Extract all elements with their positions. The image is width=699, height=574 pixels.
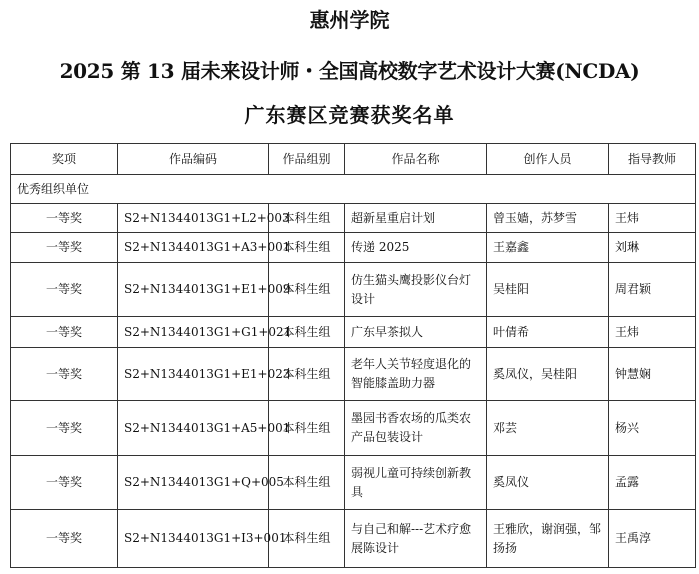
cell-award: 一等奖 bbox=[11, 233, 118, 263]
cell-work-name: 与自己和解---艺术疗愈展陈设计 bbox=[345, 510, 487, 568]
cell-group: 本科生组 bbox=[269, 401, 345, 456]
section-row bbox=[11, 175, 696, 204]
cell-work-name: 传递 2025 bbox=[345, 233, 487, 263]
table-row bbox=[11, 348, 696, 401]
cell-award: 一等奖 bbox=[11, 401, 118, 456]
cell-code: S2+N1344013G1+A3+001 bbox=[118, 233, 269, 263]
cell-work-name: 墨园书香农场的瓜类农产品包装设计 bbox=[345, 401, 487, 456]
doc-title-school: 惠州学院 bbox=[309, 8, 390, 32]
table-row bbox=[11, 204, 696, 233]
awards-table bbox=[10, 143, 696, 568]
cell-code: S2+N1344013G1+I3+001 bbox=[118, 510, 269, 568]
header-work-name: 作品名称 bbox=[345, 144, 487, 175]
cell-creators: 王雅欣，谢润强，邹扬扬 bbox=[487, 510, 609, 568]
cell-creators: 吴桂阳 bbox=[487, 263, 609, 317]
cell-award: 一等奖 bbox=[11, 348, 118, 401]
cell-advisor: 钟慧娴 bbox=[609, 348, 696, 401]
section-label: 优秀组织单位 bbox=[11, 175, 696, 204]
cell-code: S2+N1344013G1+E1+009 bbox=[118, 263, 269, 317]
cell-work-name: 弱视儿童可持续创新教具 bbox=[345, 456, 487, 510]
cell-creators: 曾玉嫱，苏梦雪 bbox=[487, 204, 609, 233]
cell-award: 一等奖 bbox=[11, 263, 118, 317]
cell-creators: 叶倩希 bbox=[487, 317, 609, 348]
cell-award: 一等奖 bbox=[11, 204, 118, 233]
cell-code: S2+N1344013G1+L2+003 bbox=[118, 204, 269, 233]
cell-advisor: 王禹淳 bbox=[609, 510, 696, 568]
cell-advisor: 刘琳 bbox=[609, 233, 696, 263]
table-row bbox=[11, 263, 696, 317]
table-row bbox=[11, 510, 696, 568]
header-code: 作品编码 bbox=[118, 144, 269, 175]
cell-code: S2+N1344013G1+A5+001 bbox=[118, 401, 269, 456]
cell-work-name: 仿生猫头鹰投影仪台灯设计 bbox=[345, 263, 487, 317]
cell-group: 本科生组 bbox=[269, 456, 345, 510]
cell-creators: 奚凤仪 bbox=[487, 456, 609, 510]
table-header-row bbox=[11, 144, 696, 175]
doc-title-competition: 2025 第 13 届未来设计师・全国高校数字艺术设计大赛(NCDA) bbox=[59, 59, 640, 83]
cell-group: 本科生组 bbox=[269, 263, 345, 317]
header-advisor: 指导教师 bbox=[609, 144, 696, 175]
table-row bbox=[11, 233, 696, 263]
cell-advisor: 周君颖 bbox=[609, 263, 696, 317]
cell-creators: 邓芸 bbox=[487, 401, 609, 456]
cell-work-name: 广东早茶拟人 bbox=[345, 317, 487, 348]
cell-group: 本科生组 bbox=[269, 348, 345, 401]
table-row bbox=[11, 401, 696, 456]
table-row bbox=[11, 456, 696, 510]
header-group: 作品组别 bbox=[269, 144, 345, 175]
cell-group: 本科生组 bbox=[269, 317, 345, 348]
cell-code: S2+N1344013G1+Q+005 bbox=[118, 456, 269, 510]
cell-advisor: 王炜 bbox=[609, 317, 696, 348]
cell-award: 一等奖 bbox=[11, 456, 118, 510]
cell-advisor: 孟露 bbox=[609, 456, 696, 510]
cell-award: 一等奖 bbox=[11, 317, 118, 348]
cell-group: 本科生组 bbox=[269, 233, 345, 263]
header-creators: 创作人员 bbox=[487, 144, 609, 175]
cell-creators: 王嘉鑫 bbox=[487, 233, 609, 263]
cell-advisor: 王炜 bbox=[609, 204, 696, 233]
cell-group: 本科生组 bbox=[269, 204, 345, 233]
table-row bbox=[11, 317, 696, 348]
cell-work-name: 超新星重启计划 bbox=[345, 204, 487, 233]
cell-group: 本科生组 bbox=[269, 510, 345, 568]
cell-creators: 奚凤仪，吴桂阳 bbox=[487, 348, 609, 401]
doc-title-list: 广东赛区竞赛获奖名单 bbox=[244, 103, 455, 127]
cell-advisor: 杨兴 bbox=[609, 401, 696, 456]
cell-award: 一等奖 bbox=[11, 510, 118, 568]
cell-code: S2+N1344013G1+G1+021 bbox=[118, 317, 269, 348]
header-award: 奖项 bbox=[11, 144, 118, 175]
cell-work-name: 老年人关节轻度退化的智能膝盖助力器 bbox=[345, 348, 487, 401]
cell-code: S2+N1344013G1+E1+023 bbox=[118, 348, 269, 401]
